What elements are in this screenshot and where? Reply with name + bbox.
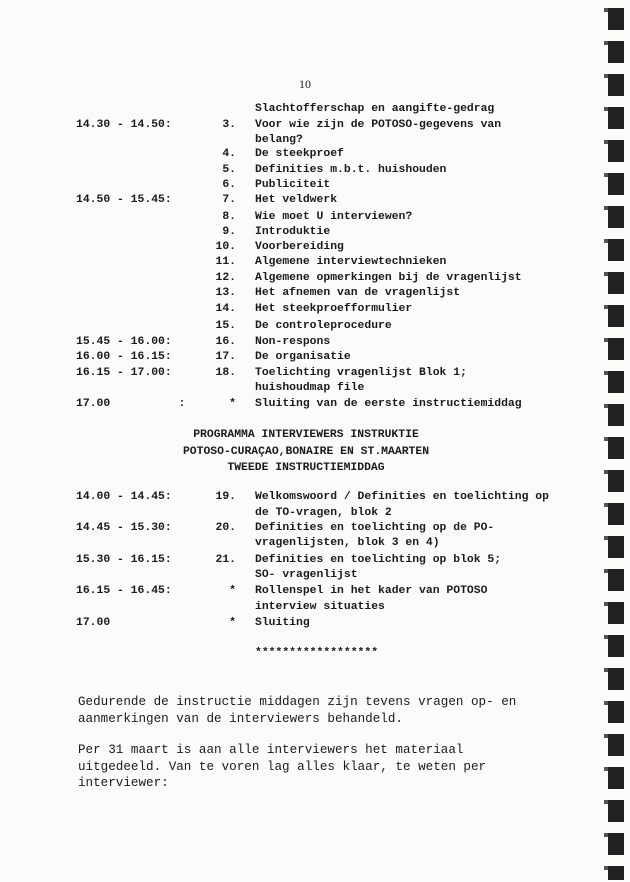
schedule-text: vragenlijsten, blok 3 en 4) [255,537,440,549]
schedule-text: Welkomswoord / Definities en toelichting op [255,491,549,503]
schedule-text: Slachtofferschap en aangifte-gedrag [255,103,495,115]
paragraph-questions: Gedurende de instructie middagen zijn tevens vragen op- en aanmerkingen van de interviewers behandeld. [78,695,517,726]
schedule-num: * [229,398,236,410]
schedule-text: De organisatie [255,351,351,363]
schedule-text: Definities en toelichting op blok 5; [255,554,502,566]
schedule-num: 13. [215,287,236,299]
schedule-text: De controleprocedure [255,320,392,332]
schedule-num: 6. [222,179,236,191]
schedule-text: de TO-vragen, blok 2 [255,507,392,519]
schedule-num: 4. [222,148,236,160]
schedule-text: Voor wie zijn de POTOSO-gegevens van [255,119,502,131]
schedule-text: Wie moet U interviewen? [255,211,413,223]
schedule-text: interview situaties [255,601,385,613]
schedule-num: 5. [222,164,236,176]
schedule-time: 17.00 [76,617,111,629]
schedule-text: Rollenspel in het kader van POTOSO [255,585,488,597]
schedule-time: 15.30 - 16.15: [76,554,172,566]
schedule-num: 8. [222,211,236,223]
schedule-text: huishoudmap file [255,382,365,394]
schedule-text: Algemene interviewtechnieken [255,256,447,268]
schedule-time: 14.30 - 14.50: [76,119,172,131]
schedule-text: Publiciteit [255,179,331,191]
schedule-num: 3. [222,119,236,131]
schedule-text: Het veldwerk [255,194,338,206]
schedule-text: SO- vragenlijst [255,569,358,581]
heading-locations: POTOSO-CURAÇAO,BONAIRE EN ST.MAARTEN [182,446,430,458]
schedule-text: belang? [255,134,303,146]
schedule-time: 14.45 - 15.30: [76,522,172,534]
schedule-time: 14.50 - 15.45: [76,194,172,206]
schedule-time: 16.15 - 16.45: [76,585,172,597]
schedule-num: 19. [215,491,236,503]
schedule-num: * [229,617,236,629]
schedule-num: 7. [222,194,236,206]
schedule-num: 10. [215,241,236,253]
schedule-text: Voorbereiding [255,241,344,253]
schedule-num: 17. [215,351,236,363]
schedule-num: 18. [215,367,236,379]
schedule-text: Introduktie [255,226,331,238]
schedule-text: De steekproef [255,148,344,160]
schedule-text: Het steekproefformulier [255,303,413,315]
schedule-time: 16.15 - 17.00: [76,367,172,379]
schedule-text: Algemene opmerkingen bij de vragenlijst [255,272,522,284]
schedule-text: Definities m.b.t. huishouden [255,164,447,176]
spiral-binding [608,8,624,880]
schedule-time: 16.00 - 16.15: [76,351,172,363]
schedule-text: Sluiting [255,617,310,629]
schedule-text: Toelichting vragenlijst Blok 1; [255,367,467,379]
separator-stars: ****************** [255,647,379,659]
page-number: 10 [299,77,311,91]
schedule-time: 17.00 : [76,398,186,410]
schedule-text: Definities en toelichting op de PO- [255,522,495,534]
schedule-time: 14.00 - 14.45: [76,491,172,503]
schedule-text: Non-respons [255,336,331,348]
heading-programme: PROGRAMMA INTERVIEWERS INSTRUKTIE [193,429,419,441]
schedule-text: Het afnemen van de vragenlijst [255,287,461,299]
schedule-text: Sluiting van de eerste instructiemiddag [255,398,522,410]
schedule-num: 20. [215,522,236,534]
schedule-num: 14. [215,303,236,315]
schedule-num: 11. [215,256,236,268]
schedule-num: 9. [222,226,236,238]
schedule-time: 15.45 - 16.00: [76,336,172,348]
schedule-num: 21. [215,554,236,566]
schedule-num: 16. [215,336,236,348]
heading-second-afternoon: TWEEDE INSTRUCTIEMIDDAG [227,462,385,474]
schedule-num: 15. [215,320,236,332]
schedule-num: 12. [215,272,236,284]
schedule-num: * [229,585,236,597]
paragraph-materials: Per 31 maart is aan alle interviewers het materiaal uitgedeeld. Van te voren lag alles klaar, te weten per interviewer: [78,743,487,790]
